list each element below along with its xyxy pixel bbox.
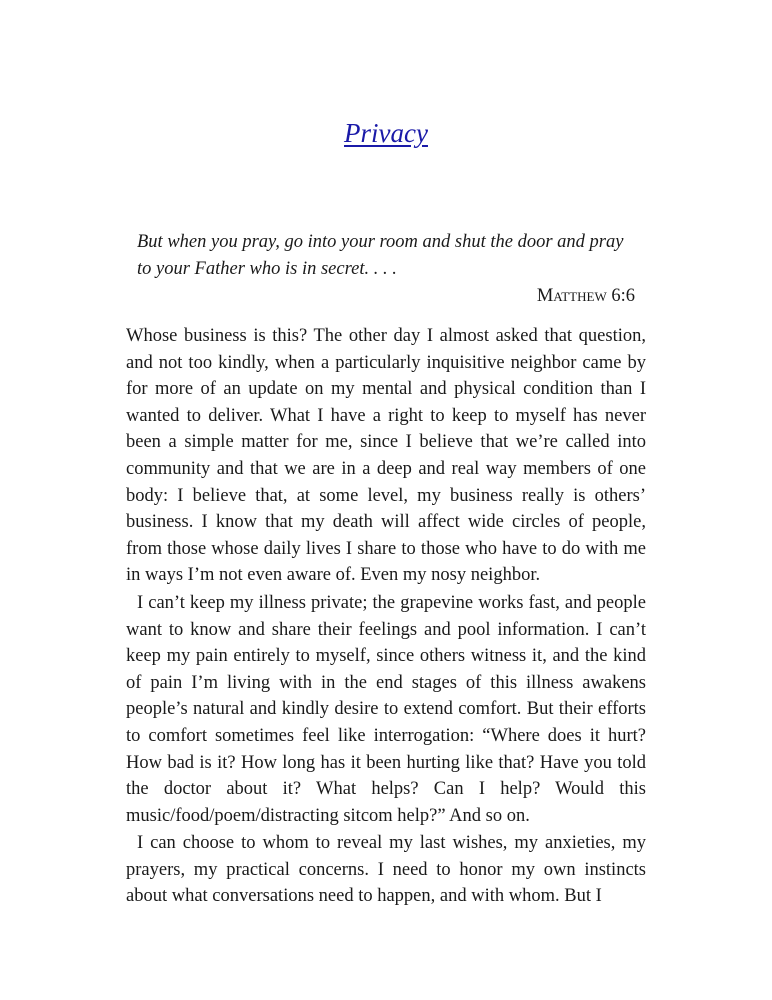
epigraph-quote: But when you pray, go into your room and shut the door and pray to your Father who is in secret. . . .: [137, 232, 624, 279]
chapter-title-link[interactable]: Privacy: [344, 118, 428, 148]
paragraph-1: Whose business is this? The other day I almost asked that question, and not too kindly, when a particularly inquisitive neighbor came by for more of an update on my mental and physical condition than I wanted to deliver. What I have a right to keep to myself has never been a simple matter for me, since I believe that we’re called into community and that we are in a deep and real way members of one body: I believe that, at some level, my business really is others’ business. I know that my death will affect wide circles of people, from those whose daily lives I share to those who have to do with me in ways I’m not even aware of. Even my nosy neighbor.: [126, 326, 646, 586]
body-text: [126, 323, 646, 910]
paragraph-2: I can’t keep my illness private; the grapevine works fast, and people want to know and share their feelings and pool information. I can’t keep my pain entirely to myself, since others witness it, and the kind of pain I’m living with in the end stages of this illness awakens people’s natural and kindly desire to extend comfort. But their efforts to comfort sometimes feel like interrogation: “Where does it hurt? How bad is it? How long has it been hurting like that? Have you told the doctor about it? What helps? Can I help? Would this music/food/poem/distracting sitcom help?” And so on.: [126, 592, 646, 826]
epigraph-citation: Matthew 6:6: [536, 286, 635, 306]
paragraph-3: I can choose to whom to reveal my last wishes, my anxieties, my prayers, my practical concerns. I need to honor my own instincts about what conversations need to happen, and with whom. But I: [126, 833, 646, 907]
